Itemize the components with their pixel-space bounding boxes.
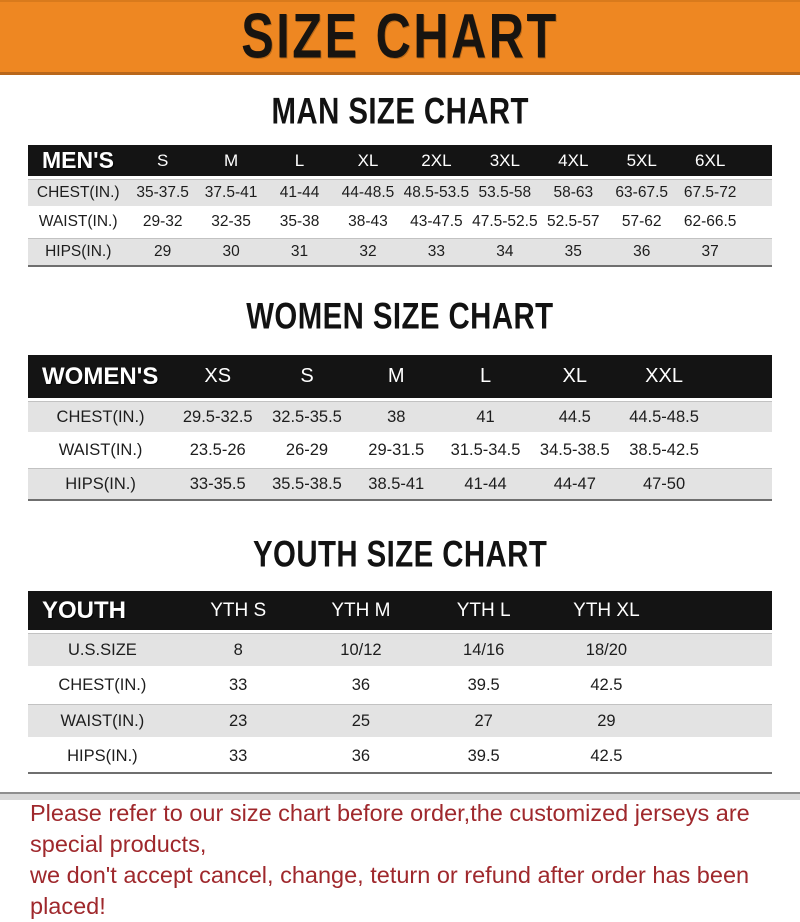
row-spacer xyxy=(744,238,772,267)
size-cell: 23 xyxy=(177,704,300,737)
size-cell: 58-63 xyxy=(539,179,607,206)
size-column-header: XL xyxy=(530,355,619,398)
size-column-header: YTH XL xyxy=(545,591,668,630)
size-cell: 32.5-35.5 xyxy=(262,401,351,432)
size-cell: 30 xyxy=(197,238,265,267)
row-label: HIPS(IN.) xyxy=(28,740,177,774)
header-spacer xyxy=(744,145,772,176)
row-label: CHEST(IN.) xyxy=(28,401,173,432)
size-column-header: 2XL xyxy=(402,145,470,176)
size-column-header: M xyxy=(352,355,441,398)
table-row xyxy=(28,740,772,774)
women-header-label: WOMEN'S xyxy=(28,355,173,398)
row-spacer xyxy=(709,435,772,465)
row-spacer xyxy=(709,468,772,501)
size-cell: 29 xyxy=(545,704,668,737)
size-cell: 44.5 xyxy=(530,401,619,432)
youth-section-heading xyxy=(0,535,800,575)
table-row xyxy=(28,401,772,432)
row-spacer xyxy=(668,669,772,701)
size-cell: 26-29 xyxy=(262,435,351,465)
size-column-header: S xyxy=(128,145,196,176)
men-header-row xyxy=(28,145,772,176)
youth-size-table xyxy=(28,588,772,777)
size-cell: 47-50 xyxy=(619,468,708,501)
size-cell: 37.5-41 xyxy=(197,179,265,206)
size-cell: 14/16 xyxy=(422,633,545,666)
size-cell: 44-48.5 xyxy=(334,179,402,206)
size-cell: 38.5-41 xyxy=(352,468,441,501)
size-cell: 35-38 xyxy=(265,209,333,235)
size-column-header: XXL xyxy=(619,355,708,398)
size-column-header: 5XL xyxy=(608,145,676,176)
row-spacer xyxy=(668,704,772,737)
size-cell: 32 xyxy=(334,238,402,267)
size-cell: 67.5-72 xyxy=(676,179,744,206)
women-size-table xyxy=(28,352,772,504)
table-row xyxy=(28,179,772,206)
size-cell: 18/20 xyxy=(545,633,668,666)
size-cell: 63-67.5 xyxy=(608,179,676,206)
size-cell: 31.5-34.5 xyxy=(441,435,530,465)
women-heading-text: WOMEN SIZE CHART xyxy=(246,296,554,337)
size-cell: 35-37.5 xyxy=(128,179,196,206)
youth-header-label: YOUTH xyxy=(28,591,177,630)
row-label: WAIST(IN.) xyxy=(28,209,128,235)
man-section-heading xyxy=(0,92,800,132)
size-cell: 48.5-53.5 xyxy=(402,179,470,206)
youth-heading-text: YOUTH SIZE CHART xyxy=(252,534,548,575)
size-cell: 34.5-38.5 xyxy=(530,435,619,465)
size-chart-banner xyxy=(0,0,800,75)
header-spacer xyxy=(709,355,772,398)
size-cell: 33-35.5 xyxy=(173,468,262,501)
size-cell: 41-44 xyxy=(441,468,530,501)
order-policy-line2: we don't accept cancel, change, teturn or refund after order has been placed! xyxy=(30,862,750,919)
size-cell: 44-47 xyxy=(530,468,619,501)
order-policy-note xyxy=(30,798,800,922)
size-cell: 37 xyxy=(676,238,744,267)
size-column-header: 3XL xyxy=(471,145,539,176)
women-section-heading xyxy=(0,297,800,337)
size-cell: 47.5-52.5 xyxy=(471,209,539,235)
size-cell: 41-44 xyxy=(265,179,333,206)
header-spacer xyxy=(668,591,772,630)
row-label: WAIST(IN.) xyxy=(28,704,177,737)
size-column-header: YTH L xyxy=(422,591,545,630)
table-row xyxy=(28,238,772,267)
size-cell: 10/12 xyxy=(300,633,423,666)
size-cell: 29-31.5 xyxy=(352,435,441,465)
table-row xyxy=(28,435,772,465)
size-cell: 38-43 xyxy=(334,209,402,235)
size-column-header: L xyxy=(441,355,530,398)
size-cell: 8 xyxy=(177,633,300,666)
row-spacer xyxy=(668,740,772,774)
size-cell: 42.5 xyxy=(545,740,668,774)
size-cell: 39.5 xyxy=(422,740,545,774)
size-cell: 23.5-26 xyxy=(173,435,262,465)
size-cell: 29.5-32.5 xyxy=(173,401,262,432)
row-spacer xyxy=(744,179,772,206)
size-cell: 42.5 xyxy=(545,669,668,701)
size-cell: 36 xyxy=(300,740,423,774)
size-cell: 34 xyxy=(471,238,539,267)
row-spacer xyxy=(668,633,772,666)
man-heading-text: MAN SIZE CHART xyxy=(271,91,529,132)
row-label: U.S.SIZE xyxy=(28,633,177,666)
size-cell: 25 xyxy=(300,704,423,737)
size-cell: 52.5-57 xyxy=(539,209,607,235)
cutoff-row-strip xyxy=(0,792,800,800)
size-cell: 62-66.5 xyxy=(676,209,744,235)
size-column-header: 4XL xyxy=(539,145,607,176)
table-row xyxy=(28,209,772,235)
youth-header-row xyxy=(28,591,772,630)
size-cell: 33 xyxy=(402,238,470,267)
size-cell: 29-32 xyxy=(128,209,196,235)
men-header-label: MEN'S xyxy=(28,145,128,176)
table-row xyxy=(28,669,772,701)
size-cell: 57-62 xyxy=(608,209,676,235)
size-cell: 36 xyxy=(608,238,676,267)
row-spacer xyxy=(709,401,772,432)
size-column-header: XL xyxy=(334,145,402,176)
size-cell: 27 xyxy=(422,704,545,737)
size-cell: 53.5-58 xyxy=(471,179,539,206)
size-cell: 32-35 xyxy=(197,209,265,235)
table-row xyxy=(28,633,772,666)
size-cell: 39.5 xyxy=(422,669,545,701)
table-row xyxy=(28,704,772,737)
size-cell: 35 xyxy=(539,238,607,267)
size-cell: 31 xyxy=(265,238,333,267)
banner-title: SIZE CHART xyxy=(241,1,559,72)
size-column-header: YTH M xyxy=(300,591,423,630)
size-column-header: M xyxy=(197,145,265,176)
row-label: WAIST(IN.) xyxy=(28,435,173,465)
size-column-header: 6XL xyxy=(676,145,744,176)
size-cell: 35.5-38.5 xyxy=(262,468,351,501)
size-column-header: XS xyxy=(173,355,262,398)
women-header-row xyxy=(28,355,772,398)
size-cell: 33 xyxy=(177,669,300,701)
row-label: CHEST(IN.) xyxy=(28,669,177,701)
row-label: HIPS(IN.) xyxy=(28,468,173,501)
order-policy-line1: Please refer to our size chart before order,the customized jerseys are special products, xyxy=(30,800,750,857)
size-column-header: YTH S xyxy=(177,591,300,630)
size-cell: 38.5-42.5 xyxy=(619,435,708,465)
row-spacer xyxy=(744,209,772,235)
row-label: CHEST(IN.) xyxy=(28,179,128,206)
size-column-header: S xyxy=(262,355,351,398)
size-cell: 29 xyxy=(128,238,196,267)
men-size-table xyxy=(28,142,772,270)
size-cell: 44.5-48.5 xyxy=(619,401,708,432)
size-column-header: L xyxy=(265,145,333,176)
row-label: HIPS(IN.) xyxy=(28,238,128,267)
table-row xyxy=(28,468,772,501)
size-cell: 38 xyxy=(352,401,441,432)
size-cell: 33 xyxy=(177,740,300,774)
size-cell: 41 xyxy=(441,401,530,432)
size-cell: 36 xyxy=(300,669,423,701)
size-cell: 43-47.5 xyxy=(402,209,470,235)
